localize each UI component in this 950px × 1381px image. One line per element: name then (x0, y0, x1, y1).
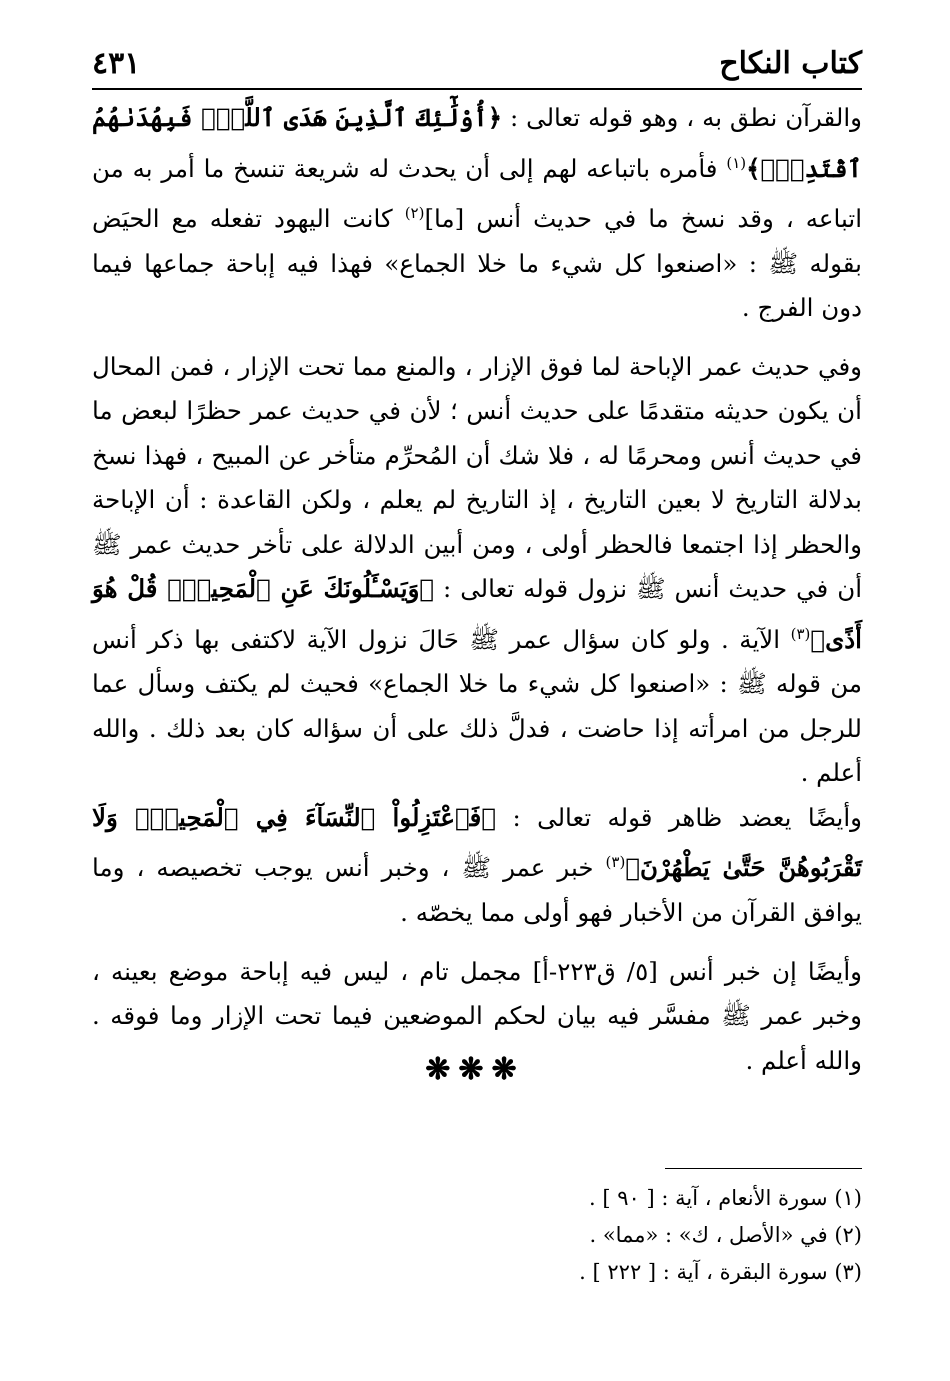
page-number: ٤٣١ (92, 45, 141, 81)
footnote-rule (665, 1168, 862, 1169)
quran-verse: ﴿فَٱعْتَزِلُواْ ٱلنِّسَآءَ فِي ٱلْمَحِيضِۖ وَلَا تَقْرَبُوهُنَّ حَتَّىٰ يَطْهُرْنَ﴾ (92, 802, 863, 883)
text-run: وأيضًا يعضد ظاهر قوله تعالى : (496, 802, 862, 832)
footnote: (١) سورة الأنعام ، آية : [ ٩٠ ] . (589, 1186, 862, 1210)
paragraph-2 (92, 345, 862, 796)
running-title: كتاب النكاح (719, 45, 862, 81)
text-run: خبر عمر ﷺ ، وخبر أنس يوجب تخصيصه ، وما يوافق القرآن من الأخبار فهو أولى مما يخصّه . (92, 853, 862, 928)
quran-verse: ﴿أُوْلَٰٓئِكَ ٱلَّذِينَ هَدَى ٱللَّهُۖ فَبِهُدَىٰهُمُ ٱقْتَدِهْۗ﴾ (92, 103, 862, 183)
section-separator: ❋❋❋ (425, 1052, 525, 1087)
quran-verse: ﴿وَيَسْـَٔلُونَكَ عَنِ ٱلْمَحِيضِۖ قُلْ هُوَ أَذًى﴾ (92, 574, 862, 654)
paragraph-1 (92, 96, 862, 331)
text-run: والقرآن نطق به ، وهو قوله تعالى : (502, 103, 863, 132)
text-run: كانت اليهود تفعله مع الحيَض بقوله ﷺ : «اصنعوا كل شيء ما خلا الجماع» فهذا فيه إباحة جماعها فيما دون الفرج . (92, 204, 862, 323)
footnote-ref: (٣) (790, 624, 811, 643)
text-run: وفي حديث عمر الإباحة لما فوق الإزار ، والمنع مما تحت الإزار ، فمن المحال أن يكون حديثه متقدمًا على حديث أنس ؛ لأن في حديث عمر حظرًا لبعض ما في حديث أنس ومحرمًا له ، فلا شك أن المُحرِّم متأخر عن المبيح ، فهذا نسخ بدلالة التاريخ لا بعين التاريخ ، إذ التاريخ لم يعلم ، ولكن القاعدة : أن الإباحة والحظر إذا اجتمعا فالحظر أولى ، ومن أبين الدلالة على تأخر حديث عمر ﷺ أن في حديث أنس ﷺ نزول قوله تعالى : (92, 351, 863, 604)
footnote-ref: (٢) (404, 204, 425, 223)
footnote: (٣) سورة البقرة ، آية : [ ٢٢٢ ] . (579, 1260, 862, 1284)
footnotes (92, 1180, 862, 1291)
page-header (92, 38, 862, 90)
footnote-ref: (٣) (605, 853, 626, 872)
text-run: وأيضًا إن خبر أنس [٥/ ق٢٢٣-أ] مجمل تام ، ليس فيه إباحة موضع بعينه ، وخبر عمر ﷺ مفسَّر فيه بيان لحكم الموضعين فيما تحت الإزار وما فوقه . والله أعلم . (92, 956, 863, 1075)
paragraph-3 (92, 796, 862, 936)
text-run: الآية . ولو كان سؤال عمر ﷺ حَالَ نزول الآية لاكتفى بها ذكر أنس من قوله ﷺ : «اصنعوا كل شيء ما خلا الجماع» فحيث لم يكتف وسأل عما للرجل من امرأته إذا حاضت ، فدلَّ ذلك على أن سؤاله كان بعد ذلك . والله أعلم . (92, 624, 862, 788)
footnote: (٢) في «الأصل ، ك» : «مما» . (589, 1223, 862, 1247)
text-run: فأمره باتباعه لهم إلى أن يحدث له شريعة تنسخ ما أمر به من اتباعه ، وقد نسخ ما في حديث أنس [ما] (92, 153, 863, 234)
footnote-ref: (١) (726, 153, 747, 172)
main-text (92, 96, 862, 1083)
